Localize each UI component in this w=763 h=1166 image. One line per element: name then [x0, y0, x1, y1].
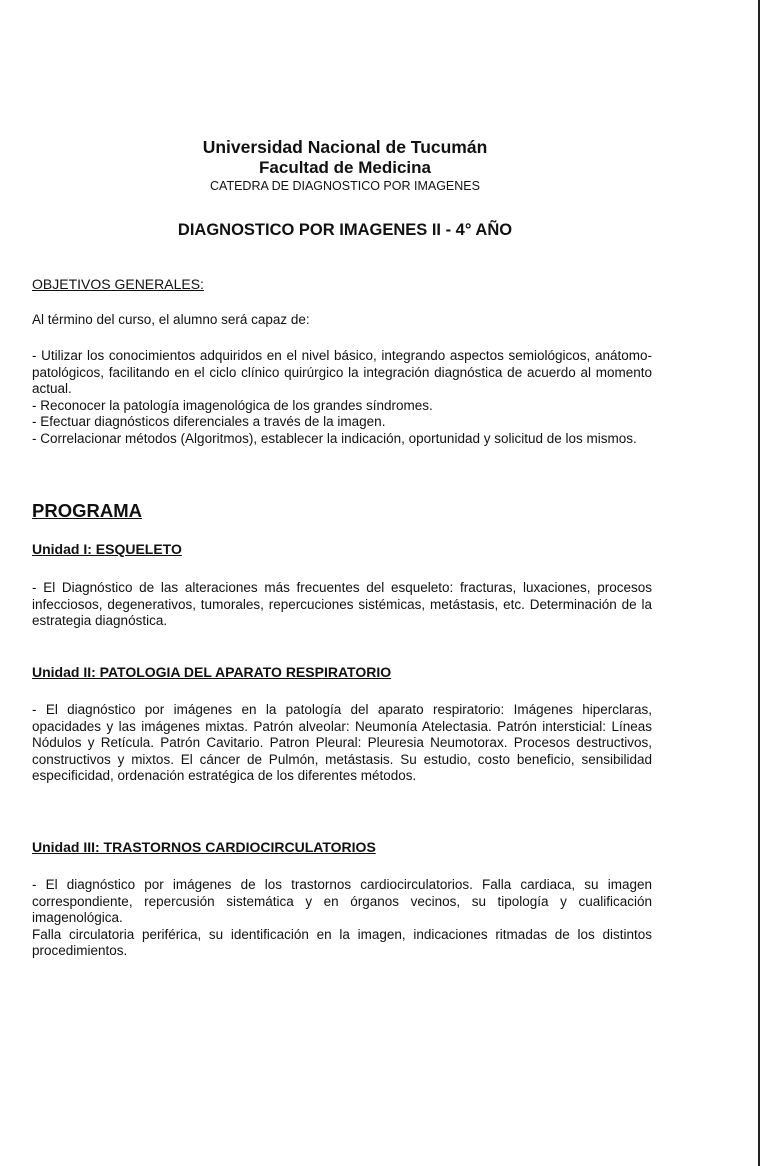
unit-3 — [32, 839, 652, 855]
unit-title: Unidad I: ESQUELETO — [32, 541, 182, 557]
unit-1 — [32, 541, 652, 557]
objective-item: - Utilizar los conocimientos adquiridos en el nivel básico, integrando aspectos semiológicos, anátomo-patológicos, facilitando en el ciclo clínico quirúrgico la integración diagnóstica de acuerdo al momento actual. — [32, 348, 652, 396]
unit-paragraph: - El diagnóstico por imágenes en la patología del aparato respiratorio: Imágenes hiperclaras, opacidades y las imágenes mixtas. Patrón alveolar: Neumonía Atelectasia. Patrón intersticial: Líneas Nódulos y Retícula. Patrón Cavitario. Patron Pleural: Pleuresia Neumotorax. Procesos destructivos, constructivos y mixtos. El cáncer de Pulmón, metástasis. Su estudio, costo beneficio, sensibilidad especificidad, ordenación estratégica de los diferentes métodos. — [32, 702, 652, 783]
chair-name: CATEDRA DE DIAGNOSTICO POR IMAGENES — [210, 179, 480, 193]
unit-paragraph: - El diagnóstico por imágenes de los trastornos cardiocirculatorios. Falla cardiaca, su imagen correspondiente, repercusión sistemática y en órganos vecinos, su tipología y cualificación imagenológica. — [32, 877, 652, 925]
objectives-title: OBJETIVOS GENERALES: — [32, 276, 204, 292]
objective-item: - Efectuar diagnósticos diferenciales a través de la imagen. — [32, 414, 386, 429]
objectives-list — [32, 348, 652, 447]
program-section — [32, 500, 652, 522]
unit-3-body — [32, 877, 652, 960]
university-name: Universidad Nacional de Tucumán — [202, 137, 488, 157]
course-title: DIAGNOSTICO POR IMAGENES II - 4° AÑO — [177, 221, 513, 239]
unit-paragraph: - El Diagnóstico de las alteraciones más frecuentes del esqueleto: fracturas, luxaciones, procesos infecciosos, degenerativos, tumorales, repercuciones sistémicas, metástasis, etc. Determinación de la estrategia diagnóstica. — [32, 580, 652, 628]
unit-1-body — [32, 580, 652, 630]
scan-edge-line — [758, 0, 760, 1166]
objective-item: - Correlacionar métodos (Algoritmos), establecer la indicación, oportunidad y solicitud de los mismos. — [32, 430, 637, 446]
faculty-name: Facultad de Medicina — [259, 158, 431, 177]
objective-item: - Reconocer la patología imagenológica de los grandes síndromes. — [32, 397, 433, 413]
unit-title: Unidad III: TRASTORNOS CARDIOCIRCULATORIOS — [32, 839, 376, 855]
unit-paragraph: Falla circulatoria periférica, su identificación en la imagen, indicaciones ritmadas de los distintos procedimientos. — [32, 926, 652, 958]
objectives-intro: Al término del curso, el alumno será capaz de: — [32, 312, 310, 327]
unit-title: Unidad II: PATOLOGIA DEL APARATO RESPIRATORIO — [32, 664, 392, 680]
program-title: PROGRAMA — [32, 500, 142, 521]
unit-2-body — [32, 702, 652, 785]
document-header — [0, 137, 690, 194]
unit-2 — [32, 664, 652, 680]
objectives-intro-block — [32, 312, 652, 329]
objectives-section — [32, 276, 652, 292]
